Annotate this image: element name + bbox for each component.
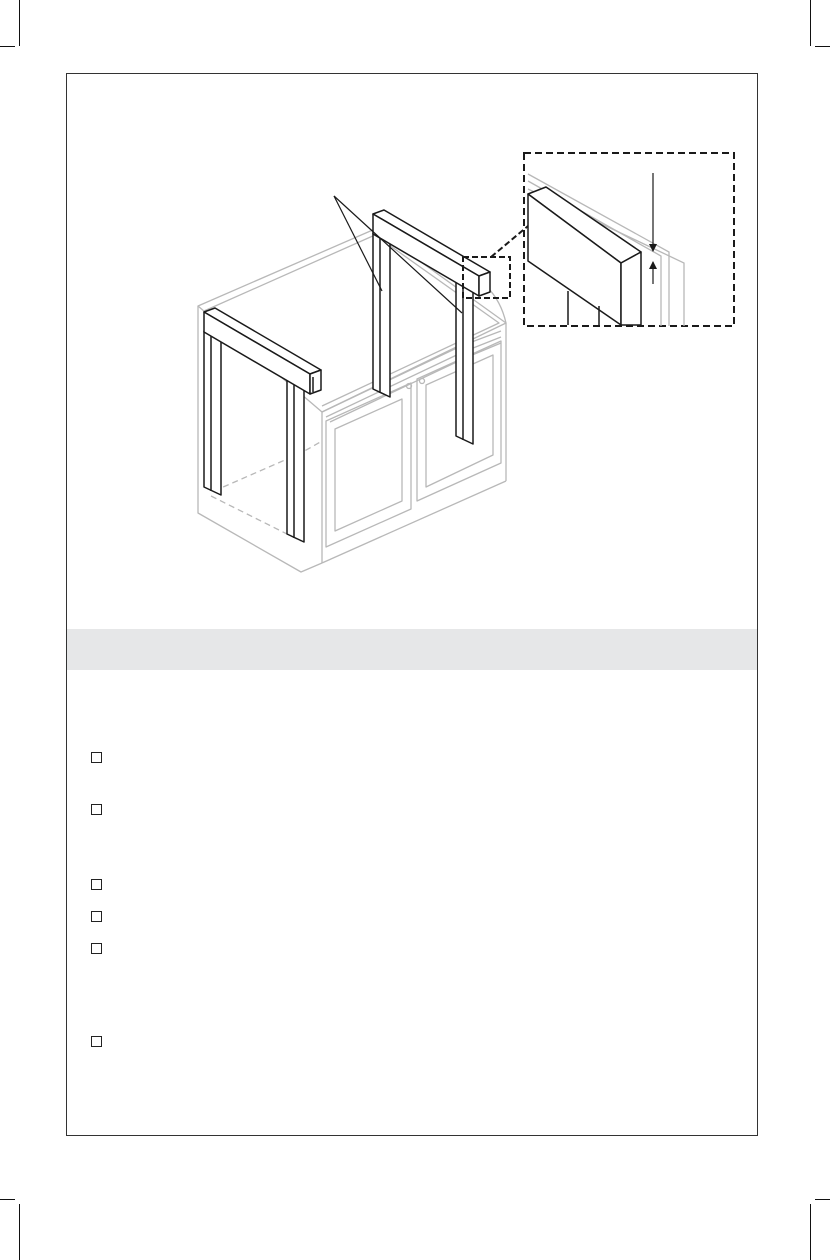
right-frame-beam-end	[479, 272, 490, 296]
crop-mark-top-right-vertical	[810, 0, 811, 46]
detail-connector-line	[491, 226, 528, 257]
right-frame-leg-back	[373, 233, 390, 397]
cabinet-door-left-outer	[326, 383, 411, 547]
right-support-frame	[373, 210, 490, 444]
crop-mark-bottom-left-horizontal	[0, 1199, 15, 1200]
crop-mark-top-right-horizontal	[815, 46, 830, 47]
section-heading-band	[67, 629, 757, 670]
installation-diagram	[67, 74, 759, 629]
checkbox-icon[interactable]	[91, 879, 102, 890]
left-frame-beam-end	[310, 370, 321, 394]
hidden-base-line	[214, 441, 322, 491]
apron-front-line-2	[326, 337, 501, 417]
detail-beam-end	[621, 252, 641, 325]
page-frame	[66, 73, 758, 1136]
checkbox-icon[interactable]	[91, 911, 102, 922]
crop-mark-bottom-right-horizontal	[815, 1199, 830, 1200]
instruction-checklist	[67, 670, 757, 1135]
crop-mark-bottom-left-vertical	[19, 1204, 20, 1260]
crop-mark-top-left-vertical	[19, 0, 20, 46]
crop-mark-top-left-horizontal	[0, 46, 15, 47]
cabinet-door-left-inner	[335, 399, 402, 531]
left-frame-leg-front	[287, 374, 304, 542]
checkbox-icon[interactable]	[91, 943, 102, 954]
checkbox-icon[interactable]	[91, 1036, 102, 1047]
left-frame-leg-back	[204, 331, 221, 495]
detail-enlargement	[524, 153, 734, 326]
right-frame-leg-front	[456, 276, 473, 444]
crop-mark-bottom-right-vertical	[810, 1204, 811, 1260]
checkbox-icon[interactable]	[91, 804, 102, 815]
checkbox-icon[interactable]	[91, 752, 102, 763]
left-support-frame	[204, 308, 321, 542]
cabinet-base-line	[322, 481, 506, 563]
detail-gap-dimension	[649, 173, 657, 284]
apron-front-line-3	[330, 343, 501, 422]
